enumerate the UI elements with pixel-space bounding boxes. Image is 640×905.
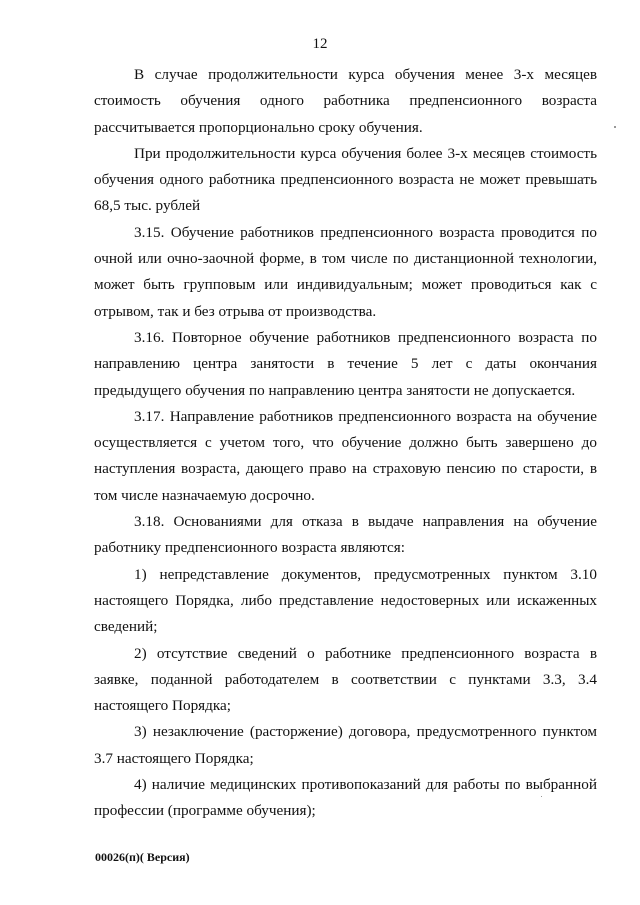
page-number: 12 — [312, 36, 328, 52]
paragraph-cost-over-3-months: При продолжительности курса обучения более 3-х месяцев стоимость обучения одного работника предпенсионного возраста не может превышать 68,5 тыс. рублей — [94, 144, 597, 215]
list-item-3: 3) незаключение (расторжение) договора, предусмотренного пунктом 3.7 настоящего Порядка; — [94, 723, 597, 767]
document-body — [94, 62, 597, 825]
paragraph-3-18: 3.18. Основаниями для отказа в выдаче направления на обучение работнику предпенсионного возраста являются: — [94, 513, 597, 557]
paragraph-cost-under-3-months: В случае продолжительности курса обучения менее 3-х месяцев стоимость обучения одного работника предпенсионного возраста рассчитывается пропорционально сроку обучения. — [94, 66, 597, 136]
list-item-2: 2) отсутствие сведений о работнике предпенсионного возраста в заявке, поданной работодателем в соответствии с пунктами 3.3, 3.4 настоящего Порядка; — [94, 644, 597, 715]
scan-speck — [541, 796, 542, 797]
list-item-4: 4) наличие медицинских противопоказаний для работы по выбранной профессии (программе обучения); — [94, 776, 597, 820]
list-item-1: 1) непредставление документов, предусмотренных пунктом 3.10 настоящего Порядка, либо представление недостоверных или искаженных сведений; — [94, 565, 597, 636]
scan-speck — [614, 126, 616, 128]
footer-version: 00026(п)( Версия) — [95, 850, 190, 864]
paragraph-3-17: 3.17. Направление работников предпенсионного возраста на обучение осуществляется с учетом того, что обучение должно быть завершено до наступления возраста, дающего право на страховую пенсию по старости, в том числе назначаемую досрочно. — [94, 407, 597, 504]
paragraph-3-15: 3.15. Обучение работников предпенсионного возраста проводится по очной или очно-заочной форме, в том числе по дистанционной технологии, может быть групповым или индивидуальным; может проводиться как с отрывом, так и без отрыва от производства. — [94, 223, 597, 320]
paragraph-3-16: 3.16. Повторное обучение работников предпенсионного возраста по направлению центра занятости в течение 5 лет с даты окончания предыдущего обучения по направлению центра занятости не допускается. — [94, 328, 597, 399]
